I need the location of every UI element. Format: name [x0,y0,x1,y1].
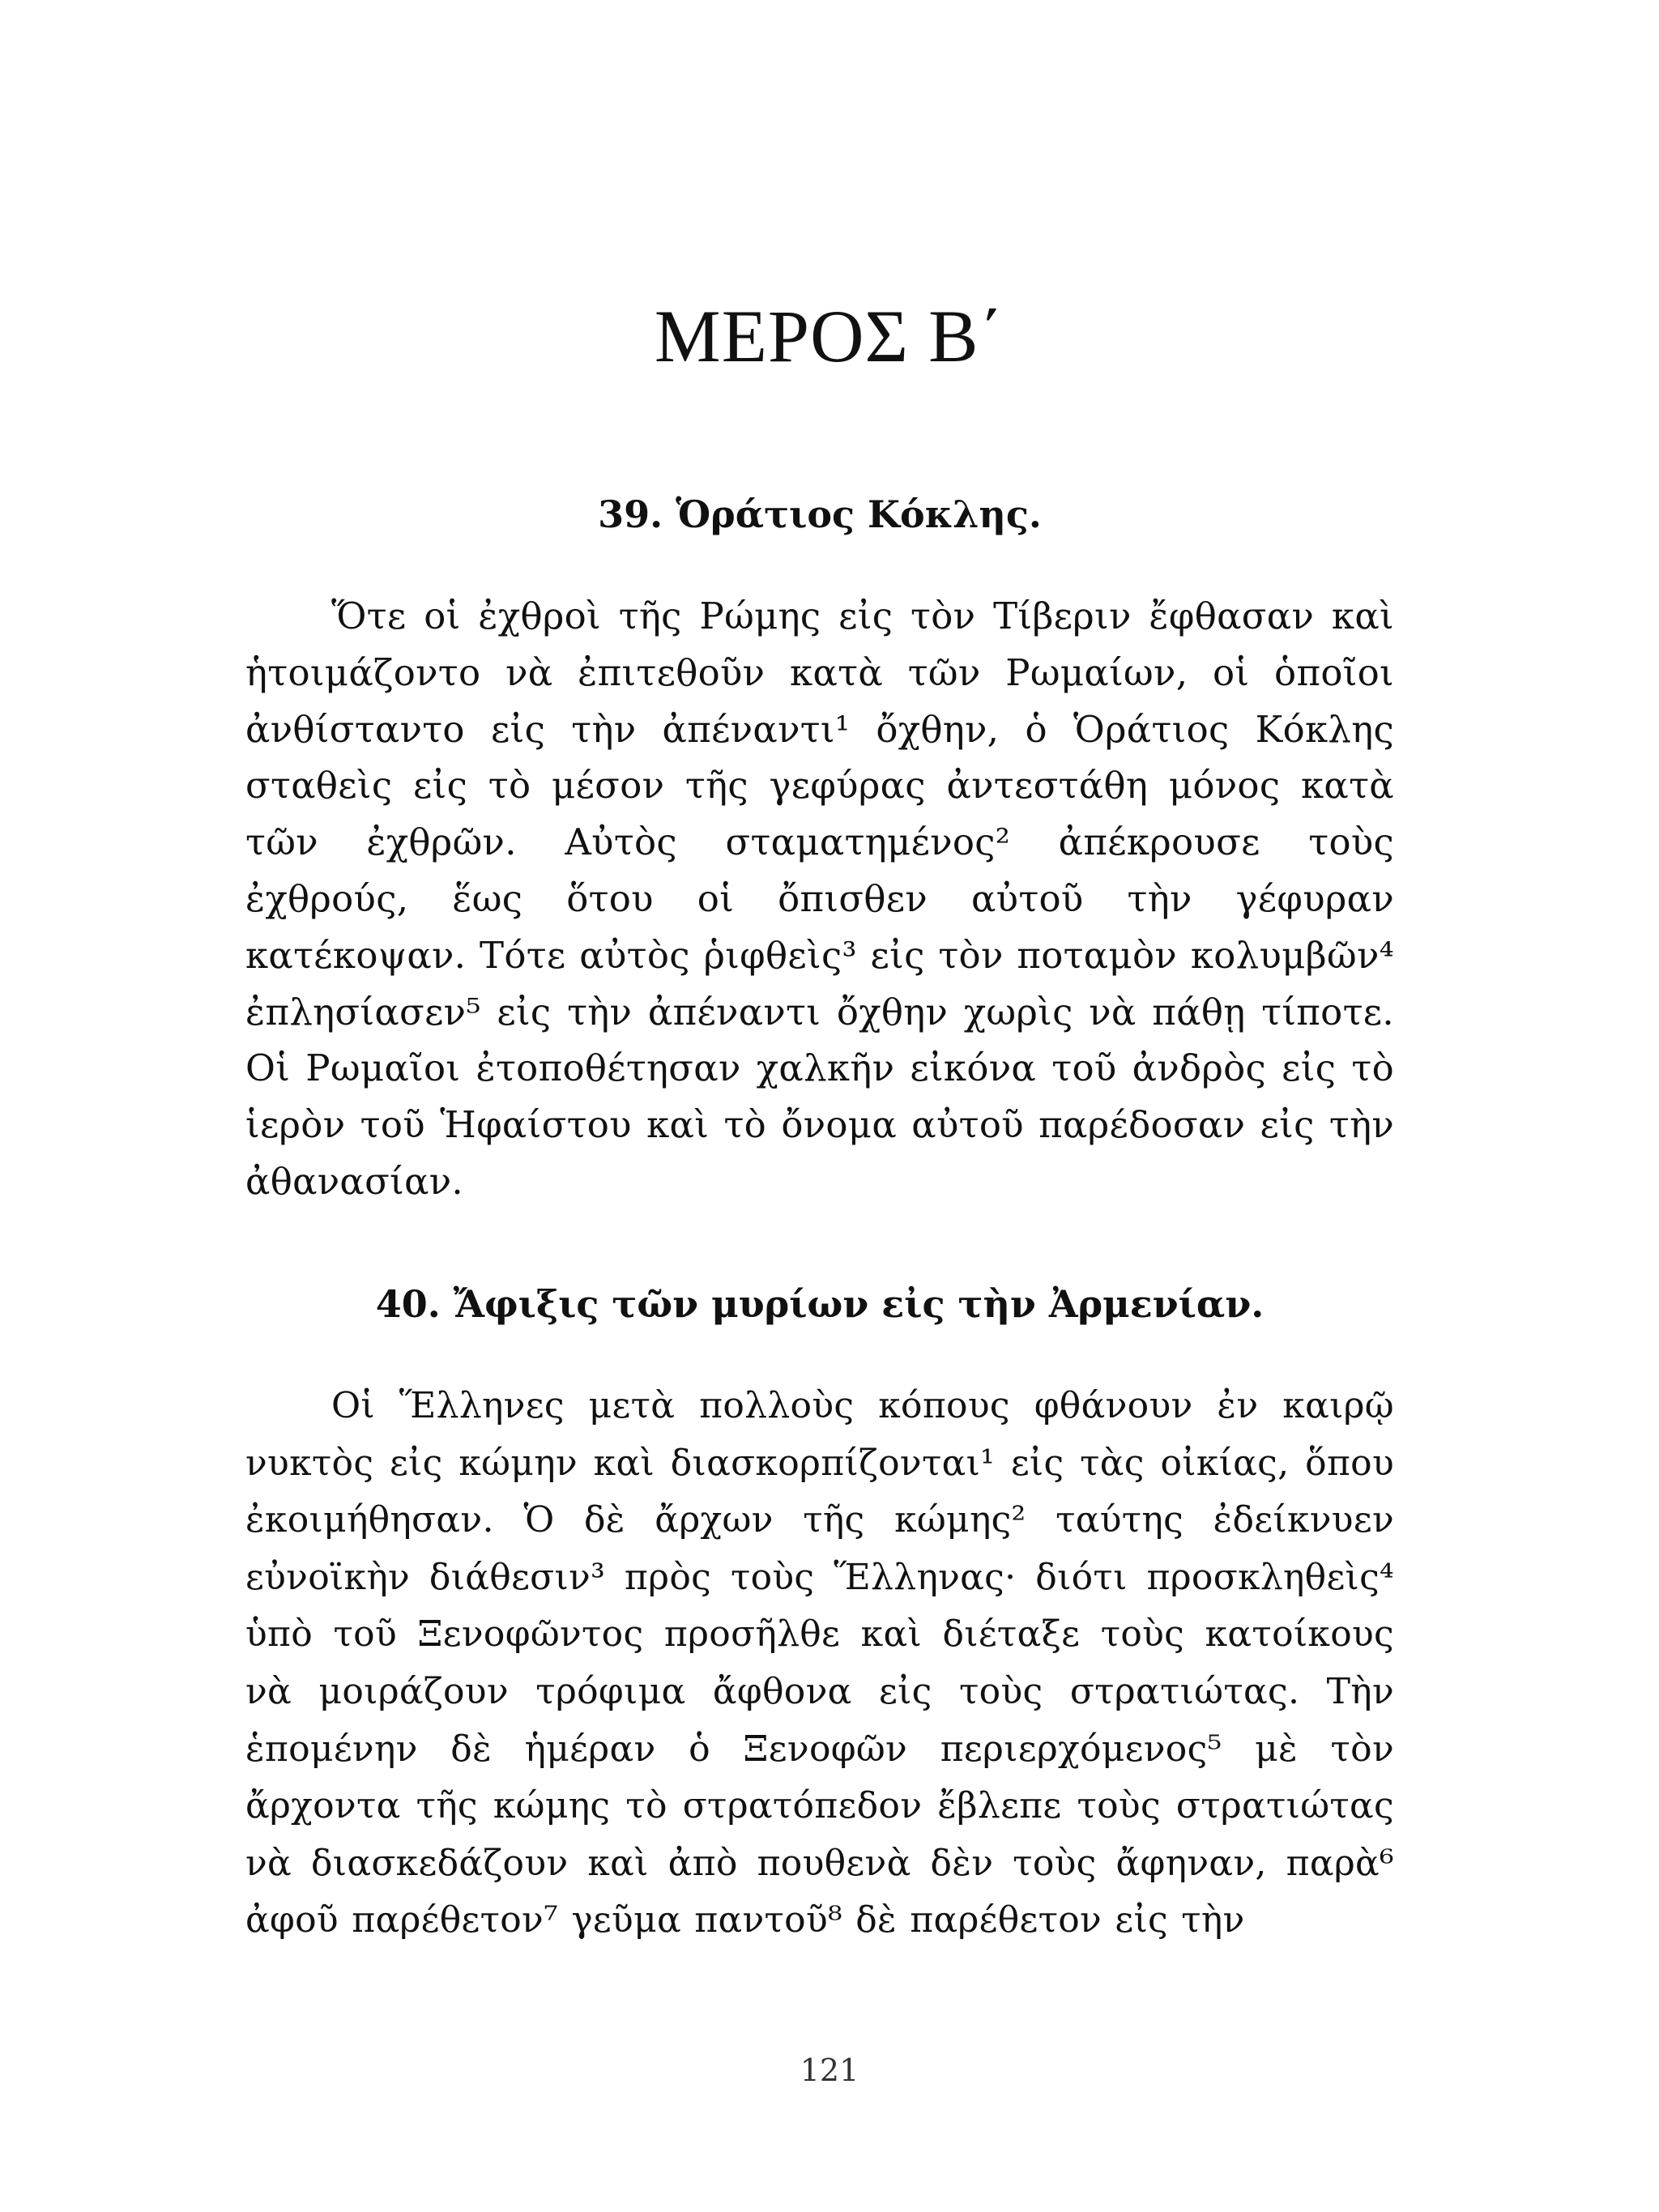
section-heading: 39. Ὁράτιος Κόκλης. [598,492,1042,536]
part-title: ΜΕΡΟΣ Β΄ [654,295,1005,377]
section-heading: 40. Ἄφιξις τῶν μυρίων εἰς τὴν Ἀρμενίαν. [375,1282,1265,1326]
section-paragraph: Οἱ Ἕλληνες μετὰ πολλοὺς κόπους φθάνουν ἐν καιρῷ νυκτὸς εἰς κώμην καὶ διασκορπίζονται¹ εἰς τὰς οἰκίας, ὅπου ἐκοιμήθησαν. Ὁ δὲ ἄρχων τῆς κώμης² ταύτης ἐδείκνυεν εὐνοϊκὴν διάθεσιν³ πρὸς τοὺς Ἕλληνας· διότι προσκληθεὶς⁴ ὑπὸ τοῦ Ξενοφῶντος προσῆλθε καὶ διέταξε τοὺς κατοίκους νὰ μοιράζουν τρόφιμα ἄφθονα εἰς τοὺς στρατιώτας. Τὴν ἑπομένην δὲ ἡμέραν ὁ Ξενοφῶν περιερχόμενος⁵ μὲ τὸν ἄρχοντα τῆς κώμης τὸ στρατόπεδον ἔβλεπε τοὺς στρατιώτας νὰ διασκεδάζουν καὶ ἀπὸ πουθενὰ δὲν τοὺς ἄφηναν, παρὰ⁶ ἀφοῦ παρέθετον⁷ γεῦμα παντοῦ⁸ δὲ παρέθετον εἰς τὴν [245,1385,1394,1941]
section-paragraph: Ὅτε οἱ ἐχθροὶ τῆς Ρώμης εἰς τὸν Τίβεριν ἔφθασαν καὶ ἡτοιμάζοντο νὰ ἐπιτεθοῦν κατὰ τῶν Ρωμαίων, οἱ ὁποῖοι ἀνθίσταντο εἰς τὴν ἀπέναντι¹ ὄχθην, ὁ Ὁράτιος Κόκλης σταθεὶς εἰς τὸ μέσον τῆς γεφύρας ἀντεστάθη μόνος κατὰ τῶν ἐχθρῶν. Αὐτὸς σταματημένος² ἀπέκρουσε τοὺς ἐχθρούς, ἕως ὅτου οἱ ὄπισθεν αὐτοῦ τὴν γέφυραν κατέκοψαν. Τότε αὐτὸς ῥιφθεὶς³ εἰς τὸν ποταμὸν κολυμβῶν⁴ ἐπλησίασεν⁵ εἰς τὴν ἀπέναντι ὄχθην χωρὶς νὰ πάθῃ τίποτε. Οἱ Ρωμαῖοι ἐτοποθέτησαν χαλκῆν εἰκόνα τοῦ ἀνδρὸς εἰς τὸ ἱερὸν τοῦ Ἡφαίστου καὶ τὸ ὄνομα αὐτοῦ παρέδοσαν εἰς τὴν ἀθανασίαν. [245,595,1394,1203]
section-horatius [245,486,1394,1210]
page-number: 121 [800,2052,859,2088]
section-ten-thousand [245,1276,1394,1950]
